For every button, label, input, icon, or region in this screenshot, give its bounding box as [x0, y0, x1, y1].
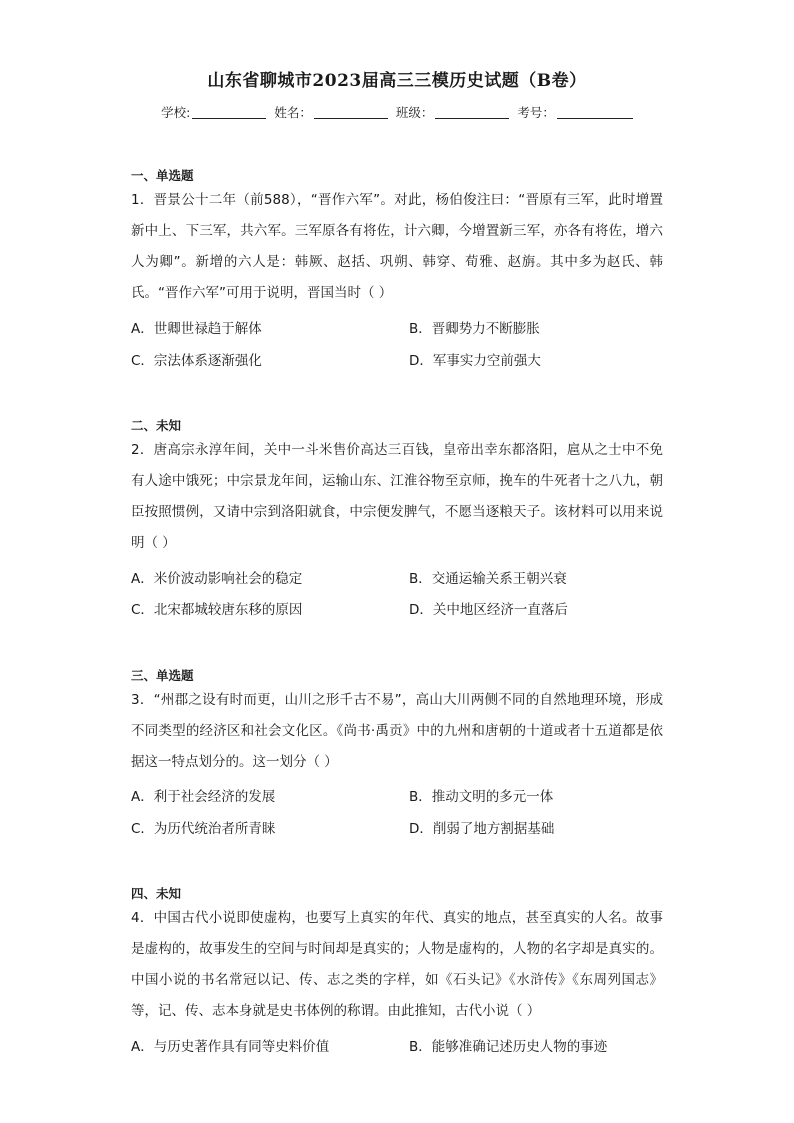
section-heading: 二、未知 — [131, 418, 182, 433]
option-d[interactable]: D．军事实力空前强大 — [409, 353, 541, 369]
school-label: 学校: — [161, 105, 191, 120]
name-label: 姓名： — [274, 105, 312, 120]
page-title: 山东省聊城市2023届高三三模历史试题（B卷） — [207, 71, 587, 91]
option-c[interactable]: C．为历代统治者所青睐 — [131, 821, 276, 837]
option-a[interactable]: A．与历史著作具有同等史料价值 — [131, 1039, 330, 1055]
option-b[interactable]: B．能够准确记述历史人物的事迹 — [409, 1039, 608, 1055]
exam-no-label: 考号： — [517, 105, 555, 120]
exam-no-field — [517, 103, 633, 121]
section-heading: 四、未知 — [131, 886, 182, 901]
option-c[interactable]: C．北宋都城较唐东移的原因 — [131, 602, 303, 618]
school-field — [161, 103, 266, 121]
class-blank[interactable] — [435, 106, 509, 119]
option-c[interactable]: C．宗法体系逐渐强化 — [131, 353, 262, 369]
option-a[interactable]: A．米价波动影响社会的稳定 — [131, 571, 303, 587]
option-b[interactable]: B．推动文明的多元一体 — [409, 789, 554, 805]
question-text: 4．中国古代小说即使虚构，也要写上真实的年代、真实的地点，甚至真实的人名。故事是虚构的，故事发生的空间与时间却是真实的；人物是虚构的，人物的名字却是真实的。中国小说的书名常冠以记、传、志之类的字样，如《石头记》《水浒传》《东周列国志》等，记、传、志本身就是史书体例的称谓。由此推知，古代小说（ ） — [131, 910, 663, 1019]
name-blank[interactable] — [314, 106, 388, 119]
option-d[interactable]: D．削弱了地方割据基础 — [409, 821, 555, 837]
question-text: 2．唐高宗永淳年间，关中一斗米售价高达三百钱，皇帝出幸东都洛阳，扈从之士中不免有人途中饿死；中宗景龙年间，运输山东、江淮谷物至京师，挽车的牛死者十之八九，朝臣按照惯例，又请中宗到洛阳就食，中宗便发脾气，不愿当逐粮天子。该材料可以用来说明（ ） — [131, 442, 663, 551]
option-a[interactable]: A．利于社会经济的发展 — [131, 789, 276, 805]
student-info-row — [0, 103, 794, 121]
exam-no-blank[interactable] — [557, 106, 633, 119]
option-a[interactable]: A．世卿世禄趋于解体 — [131, 321, 262, 337]
option-d[interactable]: D．关中地区经济一直落后 — [409, 602, 568, 618]
section-heading: 三、单选题 — [131, 668, 194, 683]
school-blank[interactable] — [192, 106, 266, 119]
option-b[interactable]: B．交通运输关系王朝兴衰 — [409, 571, 567, 587]
section-heading: 一、单选题 — [131, 168, 194, 183]
name-field — [274, 103, 388, 121]
class-field — [396, 103, 510, 121]
question-text: 3．“州郡之设有时而更，山川之形千古不易”，高山大川两侧不同的自然地理环境，形成不同类型的经济区和社会文化区。《尚书·禹贡》中的九州和唐朝的十道或者十五道都是依据这一特点划分的。这一划分（ ） — [131, 692, 663, 770]
question-text: 1．晋景公十二年（前588），“晋作六军”。对此，杨伯俊注曰：“晋原有三军，此时增置新中上、下三军，共六军。三军原各有将佐，计六卿，今增置新三军，亦各有将佐，增六人为卿”。新增的六人是：韩厥、赵括、巩朔、韩穿、荀雅、赵旃。其中多为赵氏、韩氏。“晋作六军”可用于说明，晋国当时（ ） — [131, 192, 663, 301]
option-b[interactable]: B．晋卿势力不断膨胀 — [409, 321, 540, 337]
class-label: 班级： — [395, 105, 434, 120]
